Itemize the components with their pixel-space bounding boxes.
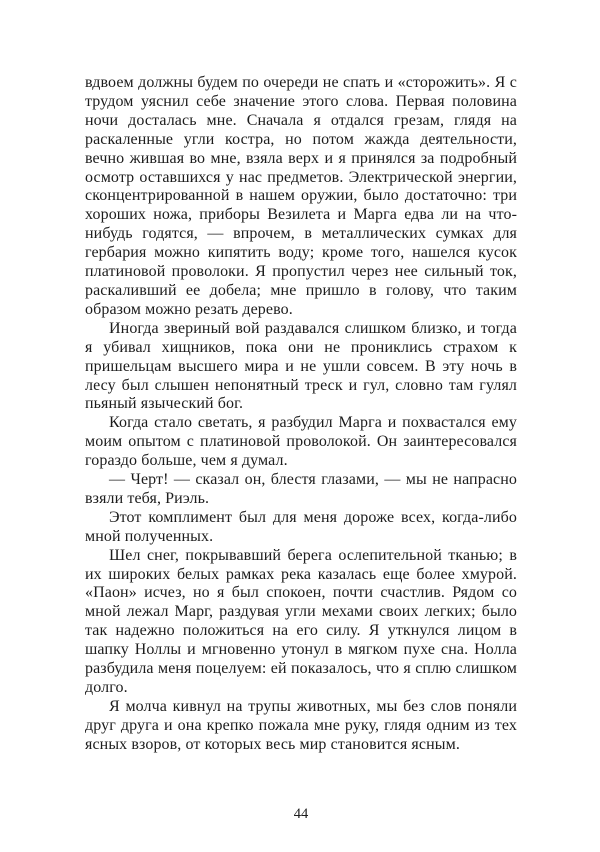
paragraph: — Черт! — сказал он, блестя глазами, — мы не напрасно взяли тебя, Риэль.: [85, 471, 517, 507]
paragraph: Иногда звериный вой раздавался слишком близко, и тогда я убивал хищников, пока они не прониклись страхом к пришельцам высшего мира и не ушли совсем. В эту ночь в лесу был слышен непонятный треск и гул, словно там гулял пьяный языческий бог.: [85, 319, 517, 413]
paragraph: Этот комплимент был для меня дороже всех, когда-либо мной полученных.: [85, 508, 517, 545]
paragraph: вдвоем должны будем по очереди не спать и «сторожить». Я с трудом уяснил себе значение этого слова. Первая половина ночи досталась мне. Сначала я отдался грезам, глядя на раскаленные угли костра, но потом жажда деятельности, вечно жившая во мне, взяла верх и я принялся за подробный осмотр оставшихся у нас предметов. Электрической энергии, сконцентрированной в нашем оружии, было достаточно: три хороших ножа, приборы Везилета и Марга едва ли на что-нибудь годятся, — впрочем, в металлических сумках для гербария можно кипятить воду; кроме того, нашелся кусок платиновой проволоки. Я пропустил через нее сильный ток, раскаливший ее добела; мне пришло в голову, что таким образом можно резать дерево.: [85, 74, 517, 318]
page-number: 44: [293, 806, 309, 822]
paragraph: Я молча кивнул на трупы животных, мы без слов поняли друг друга и она крепко пожала мне руку, глядя одним из тех ясных взоров, от которых весь мир становится ясным.: [85, 697, 517, 753]
text-block: [85, 74, 517, 755]
paragraph: Когда стало светать, я разбудил Марга и похвастался ему моим опытом с платиновой проволокой. Он заинтересовался гораздо больше, чем я думал.: [85, 414, 517, 470]
paragraph: Шел снег, покрывавший берега ослепительной тканью; в их широких белых рамках река казалась еще более хмурой. «Паон» исчез, но я был спокоен, почти счастлив. Рядом со мной лежал Марг, раздувая угли мехами своих легких; было так надежно положиться на его силу. Я уткнулся лицом в шапку Ноллы и мгновенно утонул в мягком пухе сна. Нолла разбудила меня поцелуем: ей показалось, что я сплю слишком долго.: [85, 546, 517, 696]
